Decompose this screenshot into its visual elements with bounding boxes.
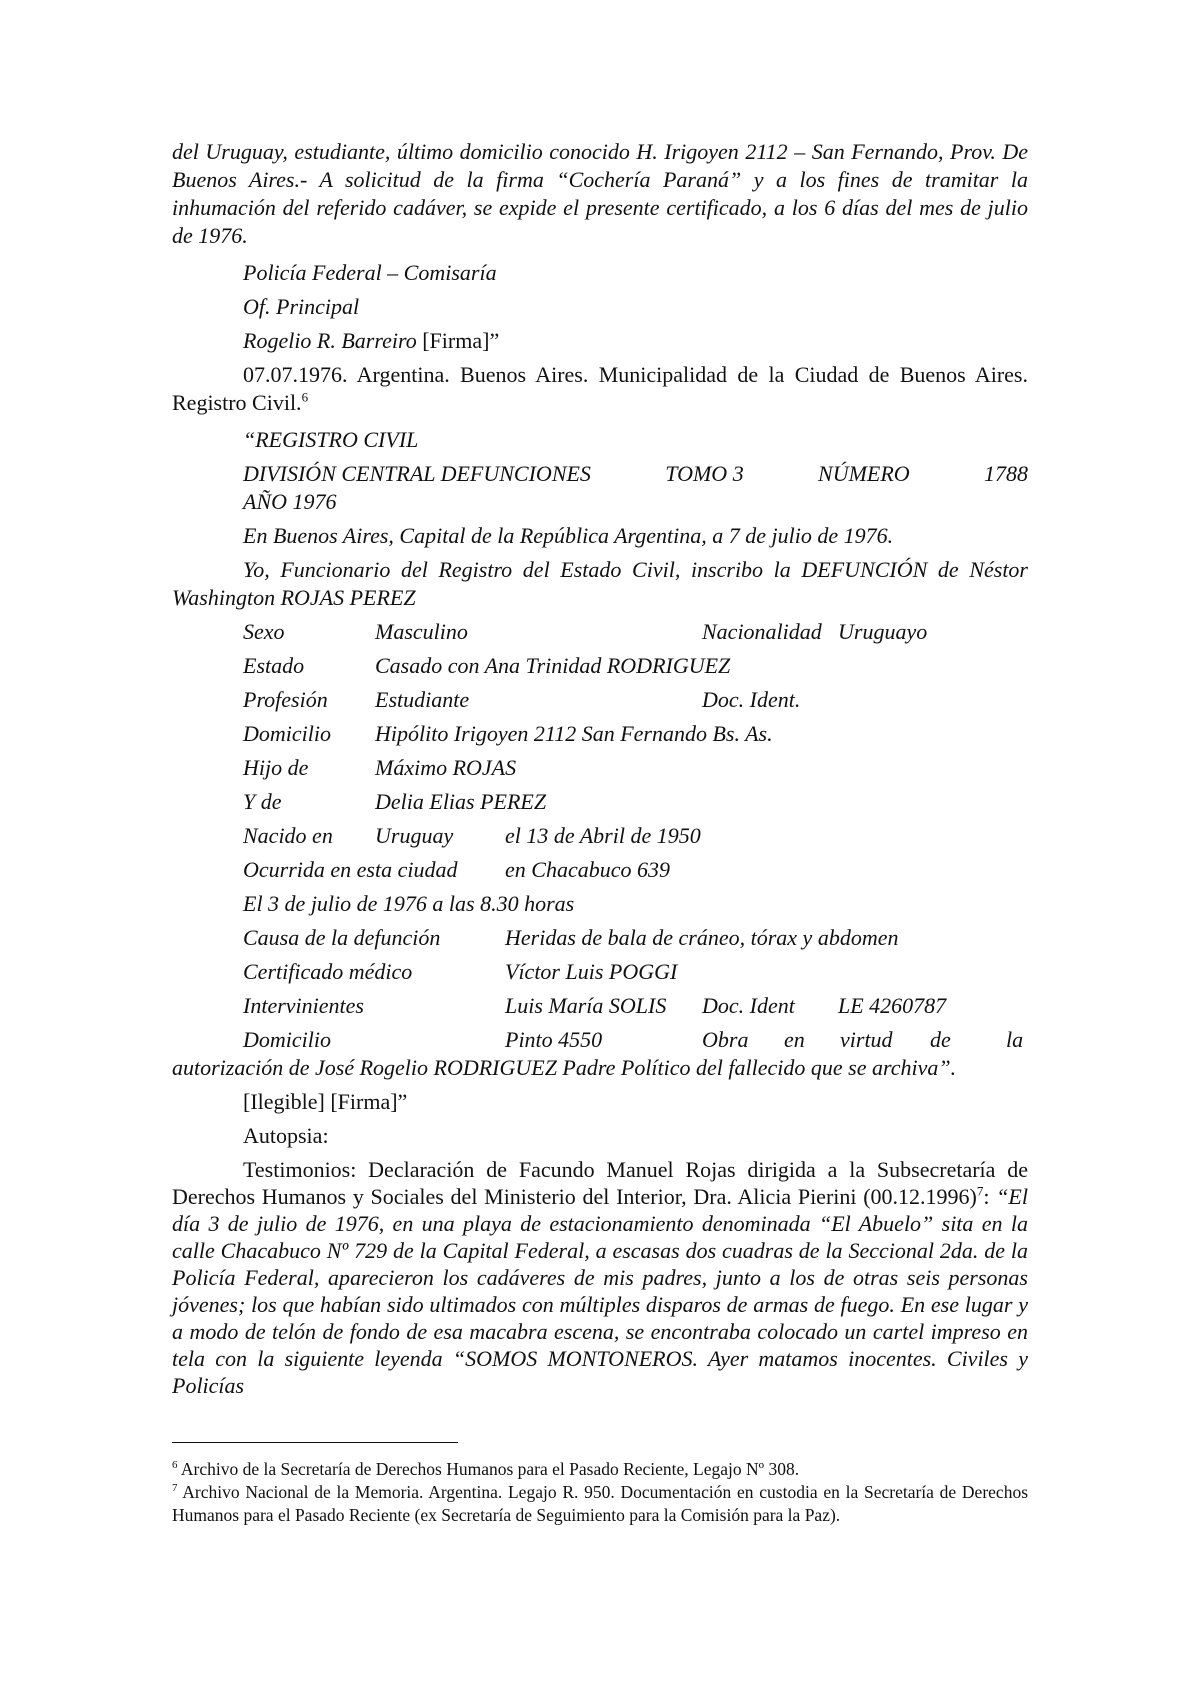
signature-note: [Firma]” (416, 328, 500, 353)
field-label: Ocurrida en esta ciudad (243, 857, 458, 882)
field-row-yde (172, 785, 1028, 819)
footnote-6 (172, 1458, 1028, 1481)
illegible-signature: [Ilegible] [Firma]” (243, 1089, 408, 1114)
field-value: Casado con Ana Trinidad RODRIGUEZ (375, 653, 731, 678)
field-row-ocurrida (172, 853, 1028, 887)
field-row-fecha (172, 887, 1028, 921)
registry-year: AÑO 1976 (243, 489, 337, 514)
field-value: Víctor Luis POGGI (505, 959, 678, 984)
registry-fields (172, 615, 1028, 1082)
field-value: Luis María SOLIS (505, 993, 667, 1018)
registry-reference-text: 07.07.1976. Argentina. Buenos Aires. Municipalidad de la Ciudad de Buenos Aires. Registro Civil. (172, 362, 1028, 415)
registry-tomo: TOMO 3 (665, 461, 744, 486)
field-value: Delia Elias PEREZ (375, 789, 547, 814)
signature-line-1: Policía Federal – Comisaría (243, 260, 497, 285)
testimony-quote: “El día 3 de julio de 1976, en una playa de estacionamiento denominada “El Abuelo” sita en la calle Chacabuco Nº 729 de la Capital Federal, a escasas dos cuadras de la Seccional 2da. de la Policía Federal, aparecieron los cadáveres de mis padres, junto a los de otras seis personas jóvenes; los que habían sido ultimados con múltiples disparos de armas de fuego. En ese lugar y a modo de telón de fondo de esa macabra escena, se encontraba colocado un cartel impreso en tela con la siguiente leyenda “SOMOS MONTONEROS. Ayer matamos inocentes. Civiles y Policías (172, 1184, 1028, 1398)
field-value: en Chacabuco 639 (505, 857, 670, 882)
obra-word: virtud (840, 1027, 893, 1052)
signature-line-2: Of. Principal (243, 294, 360, 319)
testimony-paragraph (172, 1156, 1028, 1399)
paragraph-certificate-end: del Uruguay, estudiante, último domicilio conocido H. Irigoyen 2112 – San Fernando, Prov. De Buenos Aires.- A solicitud de la firma “Cochería Paraná” y a los fines de tramitar la inhumación del referido cadáver, se expide el presente certificado, a los 6 días del mes de julio de 1976. (172, 139, 1028, 248)
registry-header (172, 460, 1028, 488)
field-label: Domicilio (243, 721, 331, 746)
field-row-intervinientes (172, 989, 1028, 1023)
field-value: Heridas de bala de cráneo, tórax y abdomen (505, 925, 899, 950)
document-body (172, 138, 1028, 1399)
field-row-estado (172, 649, 1028, 683)
field-label: Intervinientes (243, 993, 364, 1018)
field-row-causa (172, 921, 1028, 955)
registry-reference (172, 361, 1028, 417)
obra-word: en (784, 1027, 805, 1052)
testimony-intro: Testimonios: Declaración de Facundo Manuel Rojas dirigida a la Subsecretaría de Derechos Humanos y Sociales del Ministerio del Interior, Dra. Alicia Pierini (00.12.1996) (172, 1157, 1028, 1209)
field-row-certificado (172, 955, 1028, 989)
field-label: Profesión (243, 687, 328, 712)
registry-numero-value: 1788 (983, 461, 1028, 486)
field-label: Nacionalidad (702, 619, 822, 644)
obra-word: la (1006, 1027, 1024, 1052)
registry-place: En Buenos Aires, Capital de la República Argentina, a 7 de julio de 1976. (243, 523, 894, 548)
field-label: Causa de la defunción (243, 925, 441, 950)
field-row-domicilio (172, 717, 1028, 751)
field-label: Domicilio (243, 1027, 331, 1052)
footnote-number: 7 (172, 1482, 178, 1495)
field-label: Estado (243, 653, 305, 678)
footnote-number: 6 (172, 1459, 178, 1472)
registry-declaration: Yo, Funcionario del Registro del Estado Civil, inscribo la DEFUNCIÓN de Néstor Washington ROJAS PEREZ (172, 557, 1028, 610)
footnote-ref-6: 6 (301, 389, 309, 405)
field-label: Hijo de (243, 755, 309, 780)
field-value: el 13 de Abril de 1950 (505, 823, 701, 848)
footnote-text: Archivo de la Secretaría de Derechos Humanos para el Pasado Reciente, Legajo Nº 308. (177, 1459, 800, 1479)
field-row-domicilio-2 (172, 1026, 1028, 1054)
field-label: Doc. Ident (702, 993, 795, 1018)
obra-word: Obra (702, 1027, 749, 1052)
field-row-sexo (172, 615, 1028, 649)
footnote-ref-7: 7 (976, 1183, 984, 1199)
authorization-text: autorización de José Rogelio RODRIGUEZ Padre Político del fallecido que se archiva”. (172, 1055, 957, 1080)
signature-name-line (172, 324, 1028, 358)
field-label: Y de (243, 789, 282, 814)
field-value: Uruguayo (838, 619, 928, 644)
signature-name: Rogelio R. Barreiro (243, 328, 417, 353)
field-value: El 3 de julio de 1976 a las 8.30 horas (243, 891, 575, 916)
field-value: Estudiante (375, 687, 470, 712)
field-label: Sexo (243, 619, 285, 644)
autopsia-label: Autopsia: (243, 1123, 329, 1148)
field-row-hijo (172, 751, 1028, 785)
registry-title: “REGISTRO CIVIL (243, 427, 419, 452)
field-value: LE 4260787 (838, 993, 947, 1018)
obra-word: de (930, 1027, 951, 1052)
footnote-text: Archivo Nacional de la Memoria. Argentina. Legajo R. 950. Documentación en custodia en la Secretaría de Derechos Humanos para el Pasado Reciente (ex Secretaría de Seguimiento para la Comisión para la Paz). (172, 1482, 1028, 1525)
field-label: Certificado médico (243, 959, 413, 984)
footnotes (172, 1458, 1028, 1527)
field-value: Hipólito Irigoyen 2112 San Fernando Bs. As. (375, 721, 773, 746)
field-value: Uruguay (375, 823, 454, 848)
registry-numero-label: NÚMERO (818, 461, 910, 486)
field-value: Pinto 4550 (505, 1027, 603, 1052)
field-value: Máximo ROJAS (375, 755, 517, 780)
footnote-7 (172, 1481, 1028, 1527)
footnote-separator (172, 1442, 458, 1443)
field-label: Doc. Ident. (702, 687, 801, 712)
field-value: Masculino (375, 619, 468, 644)
field-label: Nacido en (243, 823, 333, 848)
testimony-colon: : (983, 1184, 997, 1209)
field-row-nacido (172, 819, 1028, 853)
field-row-profesion (172, 683, 1028, 717)
registry-division: DIVISIÓN CENTRAL DEFUNCIONES (243, 461, 591, 486)
